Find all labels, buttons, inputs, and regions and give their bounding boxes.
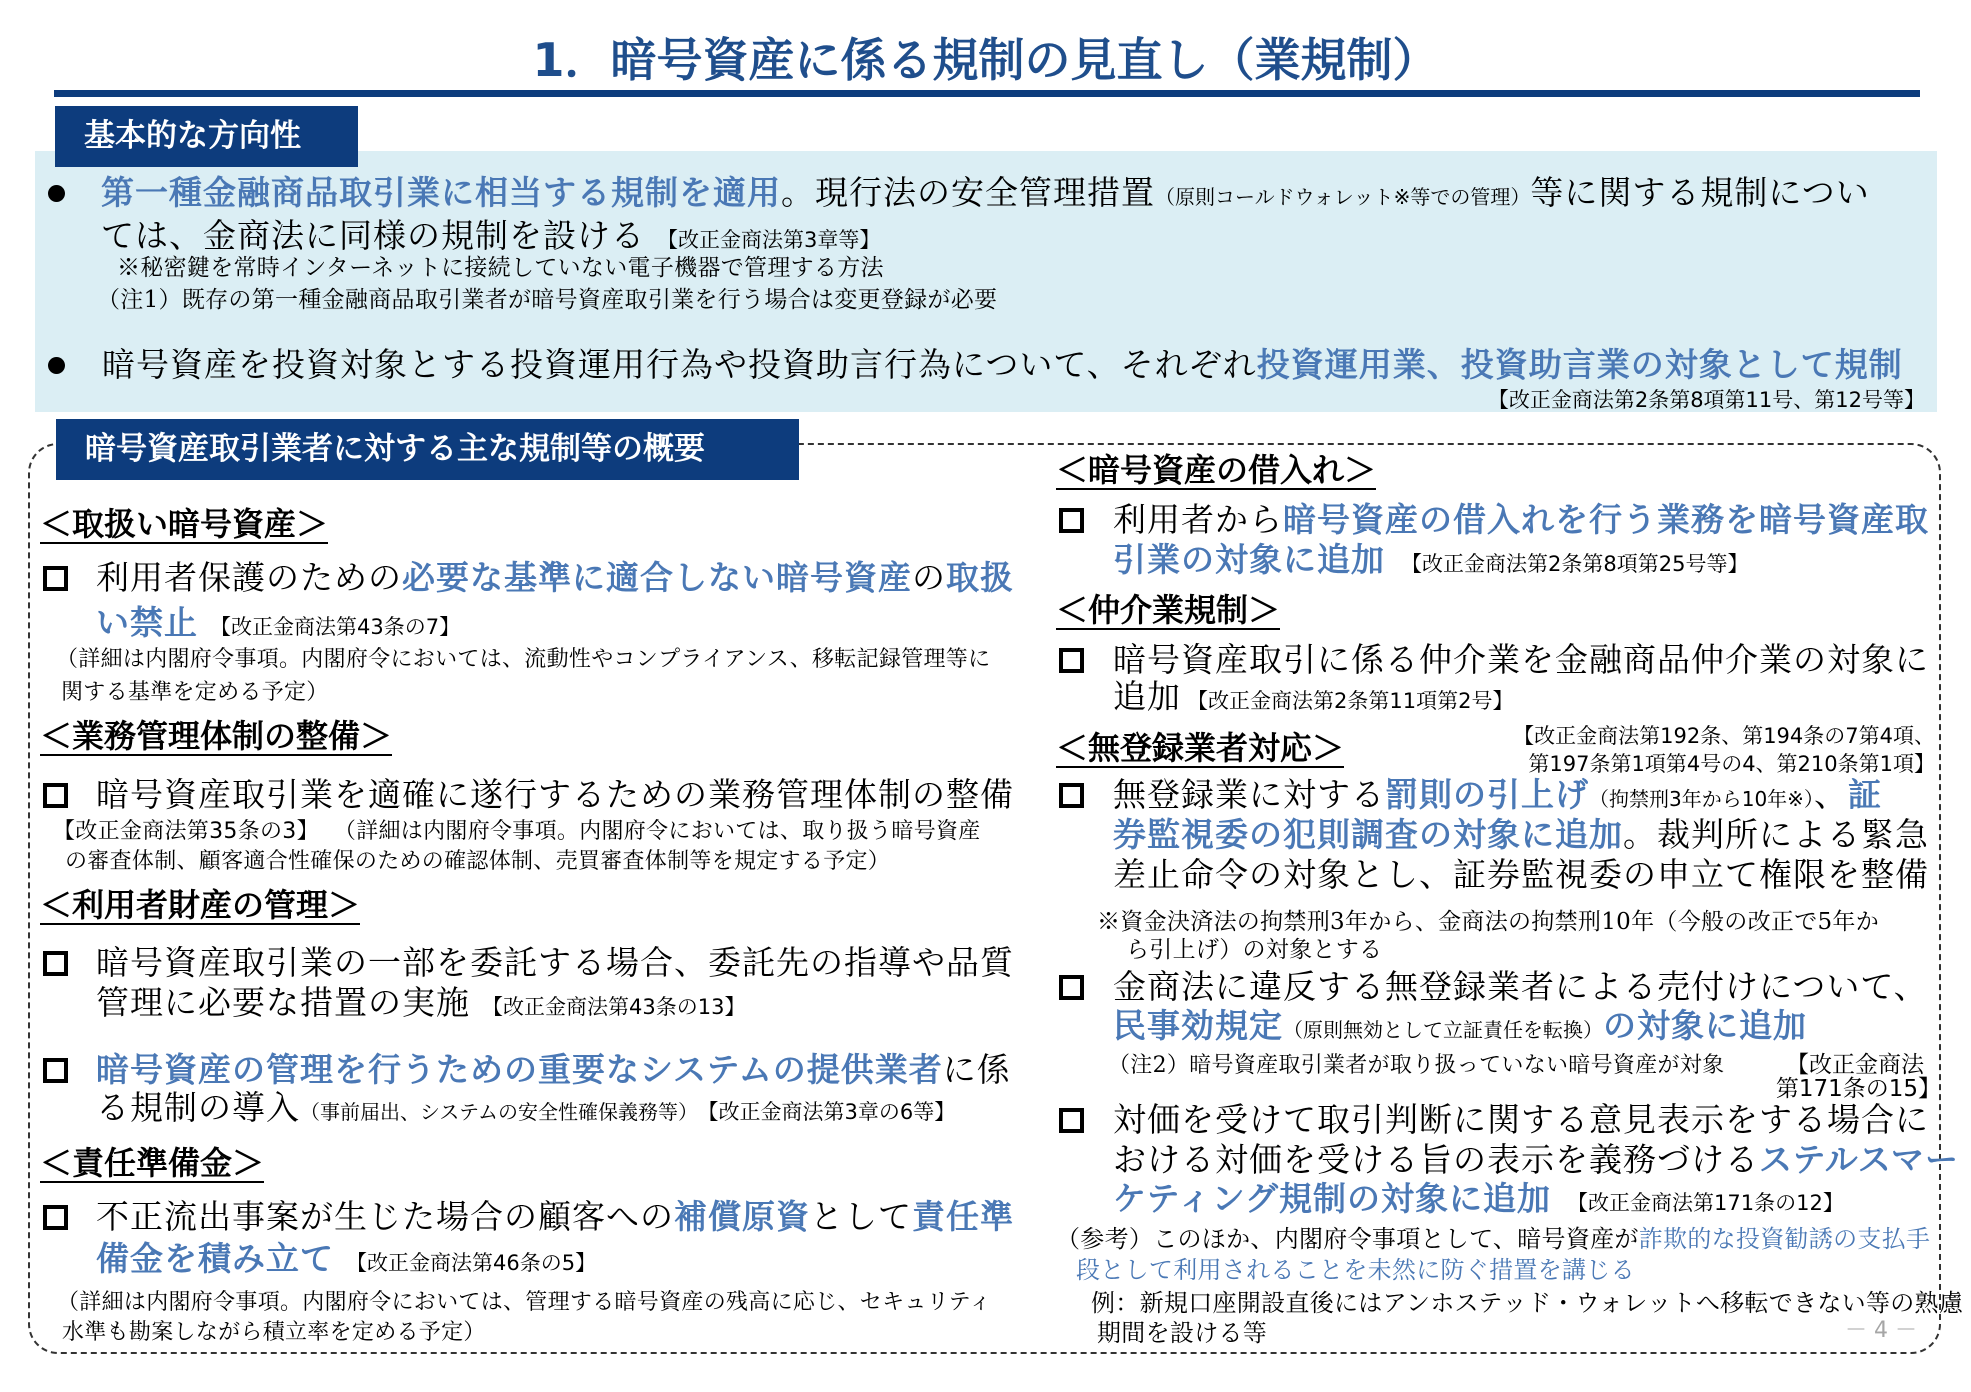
parenthetical-text: （原則コールドウォレット※等での管理）: [1155, 185, 1531, 209]
brokerage-item-line-2: [1113, 677, 1513, 717]
basic-bullet-2-line-1: [102, 345, 1903, 385]
page-title: 1．暗号資産に係る規制の見直し（業規制）: [532, 33, 1439, 87]
highlight-text: ステルスマー: [1759, 1140, 1960, 1179]
reserve-item-line-1: [96, 1197, 1014, 1237]
unregistered-item-3-line-2: [1113, 1140, 1959, 1180]
handling-item-line-1: [96, 558, 1014, 598]
business-item-line-3: の審査体制、顧客適合性確保のための確認体制、売買審査体制等を規定する予定）: [65, 849, 891, 874]
body-text: 暗号資産を投資対象とする投資運用行為や投資助言行為について、それぞれ: [102, 345, 1257, 384]
bullet-icon: [48, 185, 65, 202]
reserve-note-2: 水準も勘案しながら積立率を定める予定）: [62, 1320, 486, 1345]
unregistered-item-3-line-3: [1113, 1179, 1844, 1219]
body-text: 、: [1813, 775, 1848, 814]
parenthetical-text: （原則無効として立証責任を転換）: [1283, 1018, 1603, 1042]
section-heading-user-assets: ＜利用者財産の管理＞: [40, 886, 361, 924]
title-underline-rule: [54, 90, 1920, 97]
highlight-text: 罰則の引上げ: [1385, 775, 1589, 814]
highlight-text: 必要な基準に適合しない暗号資産: [402, 558, 912, 597]
law-reference: 第171条の15】: [1775, 1076, 1941, 1102]
unregistered-item-2-line-1: 金商法に違反する無登録業者による売付けについて、: [1113, 967, 1928, 1006]
checkbox-square-icon: [1059, 508, 1084, 533]
parenthetical-text: （拘禁刑3年から10年※）: [1589, 787, 1814, 811]
body-text: 。現行法の安全管理措置: [781, 173, 1155, 212]
highlight-text: 責任準: [912, 1197, 1014, 1236]
highlight-text: 補償原資: [674, 1197, 810, 1236]
law-reference: 【改正金商法: [1786, 1052, 1924, 1078]
detail-note: （詳細は内閣府令事項。内閣府令においては、取り扱う暗号資産: [344, 819, 981, 844]
bullet-icon: [48, 357, 65, 374]
unregistered-item-1-line-1: [1113, 775, 1882, 815]
checkbox-square-icon: [43, 783, 68, 808]
borrowing-item-line-2: [1113, 540, 1748, 580]
body-text: 追加: [1113, 677, 1181, 716]
law-reference: 【改正金商法第43条の7】: [210, 615, 461, 639]
law-reference: 【改正金商法第35条の3】: [53, 819, 319, 844]
business-item-line-2: [53, 818, 981, 846]
law-reference: 【改正金商法第3章等】: [657, 228, 881, 252]
basic-bullet-1-note-1: ※秘密鍵を常時インターネットに接続していない電子機器で管理する方法: [117, 255, 884, 281]
assets-item-2-line-2: [96, 1088, 955, 1128]
law-reference: 第197条第1項第4号の4、第210条第1項】: [1528, 752, 1935, 776]
basic-direction-header: 基本的な方向性: [55, 106, 358, 167]
body-text: 等に関する規制につい: [1530, 173, 1870, 212]
body-text: 利用者から: [1113, 500, 1283, 539]
body-text: に係: [942, 1050, 1011, 1089]
checkbox-square-icon: [43, 1205, 68, 1230]
law-reference: 【改正金商法第3章の6等】: [708, 1100, 956, 1124]
law-reference: 【改正金商法第46条の5】: [346, 1251, 597, 1275]
body-text: 利用者保護のための: [96, 558, 402, 597]
parenthetical-text: （事前届出、システムの安全性確保義務等）: [300, 1100, 698, 1124]
brokerage-item-line-1: 暗号資産取引に係る仲介業を金融商品仲介業の対象に: [1113, 640, 1929, 679]
checkbox-square-icon: [43, 566, 68, 591]
section-heading-business-management: ＜業務管理体制の整備＞: [40, 717, 393, 755]
highlight-text: い禁止: [96, 603, 198, 642]
unregistered-item-2-line-2: [1113, 1006, 1807, 1046]
basic-bullet-1-note-2: （注1）既存の第一種金融商品取引業者が暗号資産取引業を行う場合は変更登録が必要: [97, 287, 998, 313]
section-heading-borrowing: ＜暗号資産の借入れ＞: [1056, 451, 1377, 489]
reserve-note-1: （詳細は内閣府令事項。内閣府令においては、管理する暗号資産の残高に応じ、セキュリティ: [57, 1290, 992, 1315]
highlight-text: 引業の対象に追加: [1113, 540, 1385, 579]
body-text: 管理に必要な措置の実施: [96, 983, 470, 1022]
body-text: 。裁判所による緊急: [1623, 815, 1929, 854]
law-reference: 【改正金商法第171条の12】: [1567, 1191, 1844, 1215]
body-text: の: [912, 558, 946, 597]
law-reference: 【改正金商法第192条、第194条の7第4項、: [1513, 724, 1935, 748]
borrowing-item-line-1: [1113, 500, 1929, 540]
section-heading-unregistered: ＜無登録業者対応＞: [1056, 729, 1345, 767]
reference-line-2: [1076, 1255, 1635, 1285]
handling-note-2: 関する基準を定める予定）: [61, 680, 329, 705]
section-heading-brokerage: ＜仲介業規制＞: [1056, 591, 1281, 629]
checkbox-square-icon: [43, 1058, 68, 1083]
unregistered-item-2-note: （注2）暗号資産取引業者が取り扱っていない暗号資産が対象: [1108, 1053, 1725, 1078]
highlight-text: 取扱: [946, 558, 1014, 597]
highlight-text: 詐欺的な投資勧誘の支払手: [1638, 1225, 1931, 1253]
business-item-line-1: 暗号資産取引業を適確に遂行するための業務管理体制の整備: [96, 775, 1014, 814]
unregistered-item-1-line-3: 差止命令の対象とし、証券監視委の申立て権限を整備: [1113, 855, 1929, 894]
checkbox-square-icon: [1059, 783, 1084, 808]
unregistered-item-1-line-2: [1113, 815, 1929, 855]
assets-item-2-line-1: [96, 1050, 1011, 1090]
law-reference: 【改正金商法第2条第11項第2号】: [1187, 689, 1514, 713]
page-number: － 4 －: [1845, 1318, 1917, 1343]
highlight-text: 備金を積み立て: [96, 1239, 334, 1278]
reference-line-1: [1056, 1224, 1930, 1254]
checkbox-square-icon: [43, 951, 68, 976]
reference-example-1: 例：新規口座開設直後にはアンホステッド・ウォレットへ移転できない等の熟慮: [1091, 1289, 1964, 1317]
body-text: （参考）このほか、内閣府令事項として、暗号資産が: [1056, 1225, 1639, 1253]
basic-bullet-1-line-2: [101, 216, 880, 256]
assets-item-1-line-2: [96, 983, 745, 1023]
body-text: 不正流出事案が生じた場合の顧客への: [96, 1197, 674, 1236]
handling-item-line-2: [96, 603, 460, 643]
highlight-text: 段として利用されることを未然に防ぐ措置を講じる: [1076, 1256, 1635, 1284]
handling-note-1: （詳細は内閣府令事項。内閣府令においては、流動性やコンプライアンス、移転記録管理等に: [56, 647, 991, 672]
unregistered-item-1-note-1: ※資金決済法の拘禁刑3年から、金商法の拘禁刑10年（今般の改正で5年か: [1097, 909, 1880, 935]
highlight-text: 暗号資産の借入れを行う業務を暗号資産取: [1283, 500, 1929, 539]
reserve-item-line-2: [96, 1239, 596, 1279]
body-text: として: [810, 1197, 912, 1236]
unregistered-item-3-line-1: 対価を受けて取引判断に関する意見表示をする場合に: [1113, 1100, 1929, 1139]
section-heading-liability-reserve: ＜責任準備金＞: [40, 1144, 265, 1182]
highlight-text: ケティング規制の対象に追加: [1113, 1179, 1552, 1218]
checkbox-square-icon: [1059, 975, 1084, 1000]
overview-header: 暗号資産取引業者に対する主な規制等の概要: [56, 419, 799, 480]
highlight-text: 証: [1847, 775, 1882, 814]
unregistered-item-1-note-2: ら引上げ）の対象とする: [1126, 937, 1383, 963]
basic-bullet-1-line-1: [101, 173, 1870, 213]
highlight-text: 券監視委の犯則調査の対象に追加: [1113, 815, 1623, 854]
reference-example-2: 期間を設ける等: [1097, 1319, 1268, 1347]
highlight-text: 民事効規定: [1113, 1006, 1283, 1045]
law-reference: 【改正金商法第2条第8項第25号等】: [1401, 552, 1749, 576]
body-text: ては、金商法に同様の規制を設ける: [101, 216, 645, 255]
body-text: る規制の導入: [96, 1088, 300, 1127]
highlight-text: 第一種金融商品取引業に相当する規制を適用: [101, 173, 781, 212]
body-text: おける対価を受ける旨の表示を義務づける: [1113, 1140, 1759, 1179]
highlight-text: の対象に追加: [1603, 1006, 1807, 1045]
checkbox-square-icon: [1059, 1108, 1084, 1133]
law-reference: 【改正金商法第2条第8項第11号、第12号等】: [1487, 388, 1925, 412]
highlight-text: 投資運用業、投資助言業の対象として規制: [1256, 345, 1903, 384]
assets-item-1-line-1: 暗号資産取引業の一部を委託する場合、委託先の指導や品質: [96, 943, 1014, 982]
law-reference: 【改正金商法第43条の13】: [482, 995, 746, 1019]
body-text: 無登録業に対する: [1113, 775, 1385, 814]
section-heading-handling: ＜取扱い暗号資産＞: [40, 505, 329, 543]
highlight-text: 暗号資産の管理を行うための重要なシステムの提供業者: [96, 1050, 943, 1089]
checkbox-square-icon: [1059, 648, 1084, 673]
